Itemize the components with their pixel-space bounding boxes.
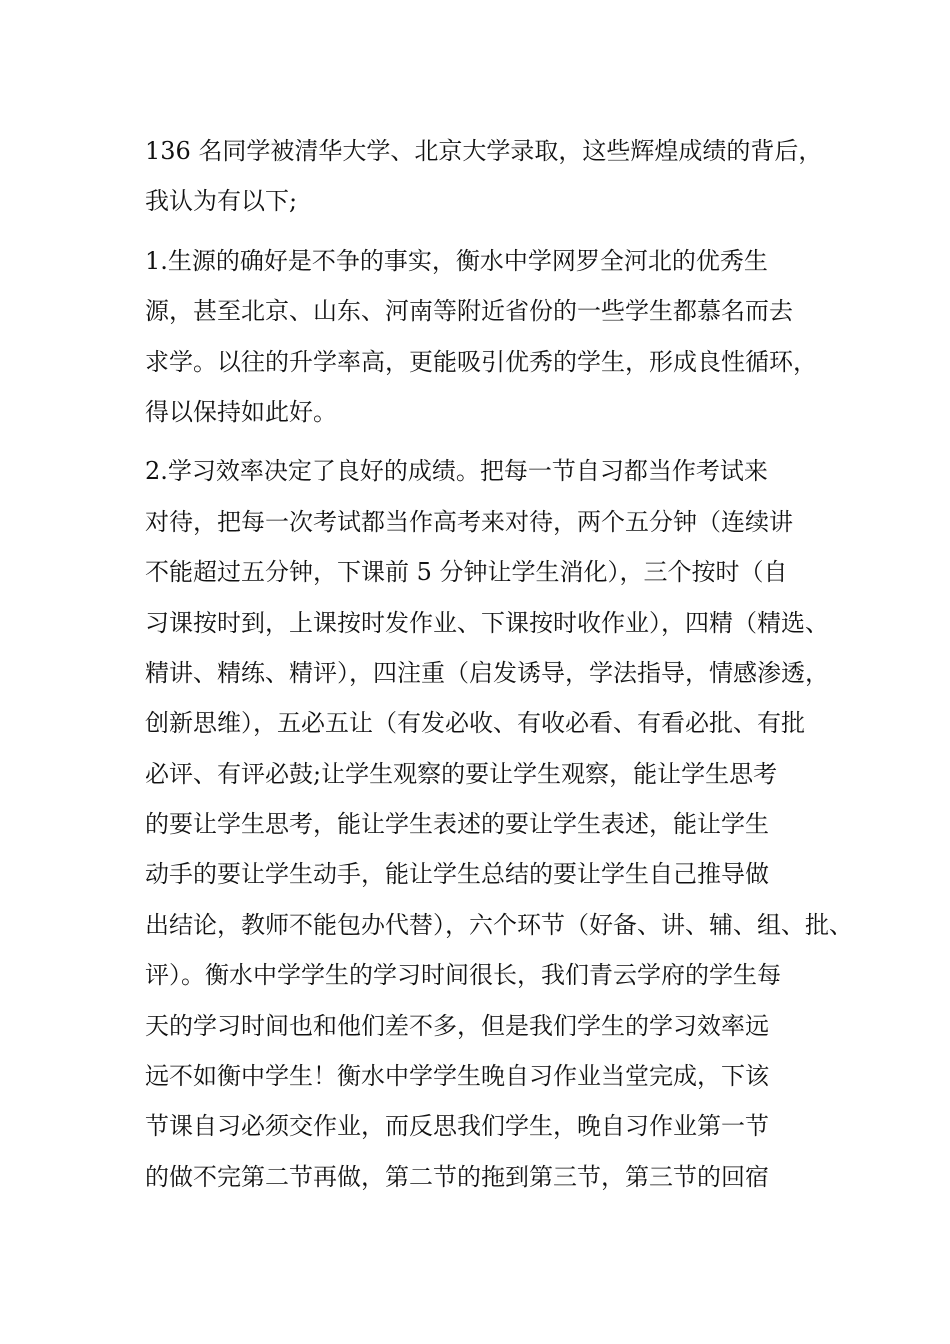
- text-line-12: 创新思维），五必五让（有发必收、有收必看、有看必批、有批: [145, 709, 805, 738]
- text-line-20: 节课自习必须交作业，而反思我们学生，晚自习作业第一节: [145, 1112, 769, 1141]
- text-line-4: 源，甚至北京、山东、河南等附近省份的一些学生都慕名而去: [145, 297, 793, 326]
- text-line-13: 必评、有评必鼓;让学生观察的要让学生观察，能让学生思考: [145, 759, 778, 788]
- text-line-15: 动手的要让学生动手，能让学生总结的要让学生自己推导做: [145, 860, 769, 889]
- text-line-2: 我认为有以下;: [145, 187, 298, 216]
- text-line-16: 出结论，教师不能包办代替），六个环节（好备、讲、辅、组、批、: [145, 910, 853, 939]
- text-line-21: 的做不完第二节再做，第二节的拖到第三节，第三节的回宿: [145, 1162, 769, 1191]
- text-line-5: 求学。以往的升学率高，更能吸引优秀的学生，形成良性循环，: [145, 347, 817, 376]
- document-body: [145, 126, 853, 1202]
- text-line-7: 2.学习效率决定了良好的成绩。把每一节自习都当作考试来: [145, 457, 768, 486]
- text-line-18: 天的学习时间也和他们差不多，但是我们学生的学习效率远: [145, 1011, 769, 1040]
- text-line-9: 不能超过五分钟，下课前 5 分钟让学生消化），三个按时（自: [145, 558, 788, 587]
- text-line-11: 精讲、精练、精评），四注重（启发诱导，学法指导，情感渗透，: [145, 658, 829, 687]
- text-line-19: 远不如衡中学生！衡水中学学生晚自习作业当堂完成，下该: [145, 1062, 769, 1091]
- paragraph-gap: [145, 437, 835, 446]
- text-line-14: 的要让学生思考，能让学生表述的要让学生表述，能让学生: [145, 810, 769, 839]
- text-line-3: 1.生源的确好是不争的事实，衡水中学网罗全河北的优秀生: [145, 246, 768, 275]
- paragraph-gap: [145, 227, 835, 236]
- text-line-6: 得以保持如此好。: [145, 397, 337, 426]
- text-line-17: 评）。衡水中学学生的学习时间很长，我们青云学府的学生每: [145, 961, 781, 990]
- text-line-10: 习课按时到，上课按时发作业、下课按时收作业），四精（精选、: [145, 608, 829, 637]
- text-line-8: 对待，把每一次考试都当作高考来对待，两个五分钟（连续讲: [145, 507, 793, 536]
- text-line-1: 136 名同学被清华大学、北京大学录取，这些辉煌成绩的背后，: [145, 137, 823, 165]
